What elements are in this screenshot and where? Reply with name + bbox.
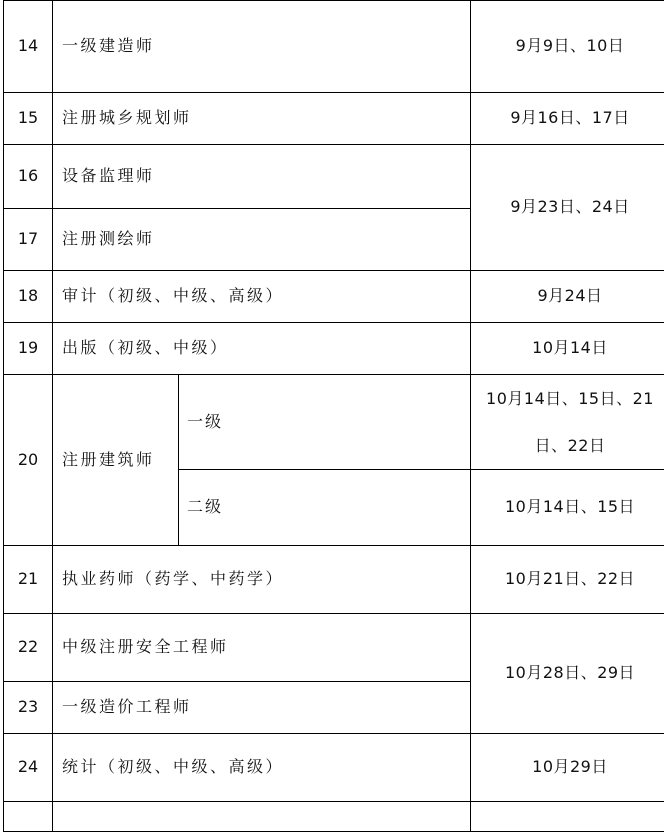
table-row bbox=[4, 271, 664, 323]
table-row bbox=[4, 614, 664, 682]
exam-name: 统计（初级、中级、高级） bbox=[53, 734, 471, 802]
table-row bbox=[4, 546, 664, 614]
row-number: 21 bbox=[4, 546, 53, 614]
exam-name: 注册城乡规划师 bbox=[53, 93, 471, 145]
exam-date: 10月14日、15日 bbox=[471, 470, 664, 546]
exam-date: 9月24日 bbox=[471, 271, 664, 323]
table-row bbox=[4, 375, 664, 470]
exam-schedule-table bbox=[3, 0, 664, 832]
row-number: 19 bbox=[4, 323, 53, 375]
exam-date: 10月21日、22日 bbox=[471, 546, 664, 614]
exam-date: 10月14日、15日、21日、22日 bbox=[471, 375, 664, 470]
exam-date: 9月23日、24日 bbox=[471, 145, 664, 271]
exam-name: 设备监理师 bbox=[53, 145, 471, 209]
exam-date: 10月14日 bbox=[471, 323, 664, 375]
row-number: 20 bbox=[4, 375, 53, 546]
exam-name: 出版（初级、中级） bbox=[53, 323, 471, 375]
exam-name: 执业药师（药学、中药学） bbox=[53, 546, 471, 614]
exam-name: 注册建筑师 bbox=[53, 375, 179, 546]
row-number: 22 bbox=[4, 614, 53, 682]
exam-name: 中级注册安全工程师 bbox=[53, 614, 471, 682]
row-number: 16 bbox=[4, 145, 53, 209]
row-number: 18 bbox=[4, 271, 53, 323]
exam-level: 二级 bbox=[179, 470, 471, 546]
table-row bbox=[4, 145, 664, 209]
exam-date: 9月16日、17日 bbox=[471, 93, 664, 145]
exam-name: 审计（初级、中级、高级） bbox=[53, 271, 471, 323]
table-row bbox=[4, 802, 664, 832]
exam-name: 注册测绘师 bbox=[53, 209, 471, 271]
row-number: 15 bbox=[4, 93, 53, 145]
row-number: 14 bbox=[4, 1, 53, 93]
table-row bbox=[4, 1, 664, 93]
row-number: 24 bbox=[4, 734, 53, 802]
exam-date: 9月9日、10日 bbox=[471, 1, 664, 93]
exam-date: 10月29日 bbox=[471, 734, 664, 802]
exam-name: 一级造价工程师 bbox=[53, 682, 471, 734]
row-number: 23 bbox=[4, 682, 53, 734]
exam-name: 一级建造师 bbox=[53, 1, 471, 93]
row-number: 17 bbox=[4, 209, 53, 271]
table-row bbox=[4, 323, 664, 375]
table-row bbox=[4, 93, 664, 145]
exam-level: 一级 bbox=[179, 375, 471, 470]
table-row bbox=[4, 734, 664, 802]
exam-date: 10月28日、29日 bbox=[471, 614, 664, 734]
